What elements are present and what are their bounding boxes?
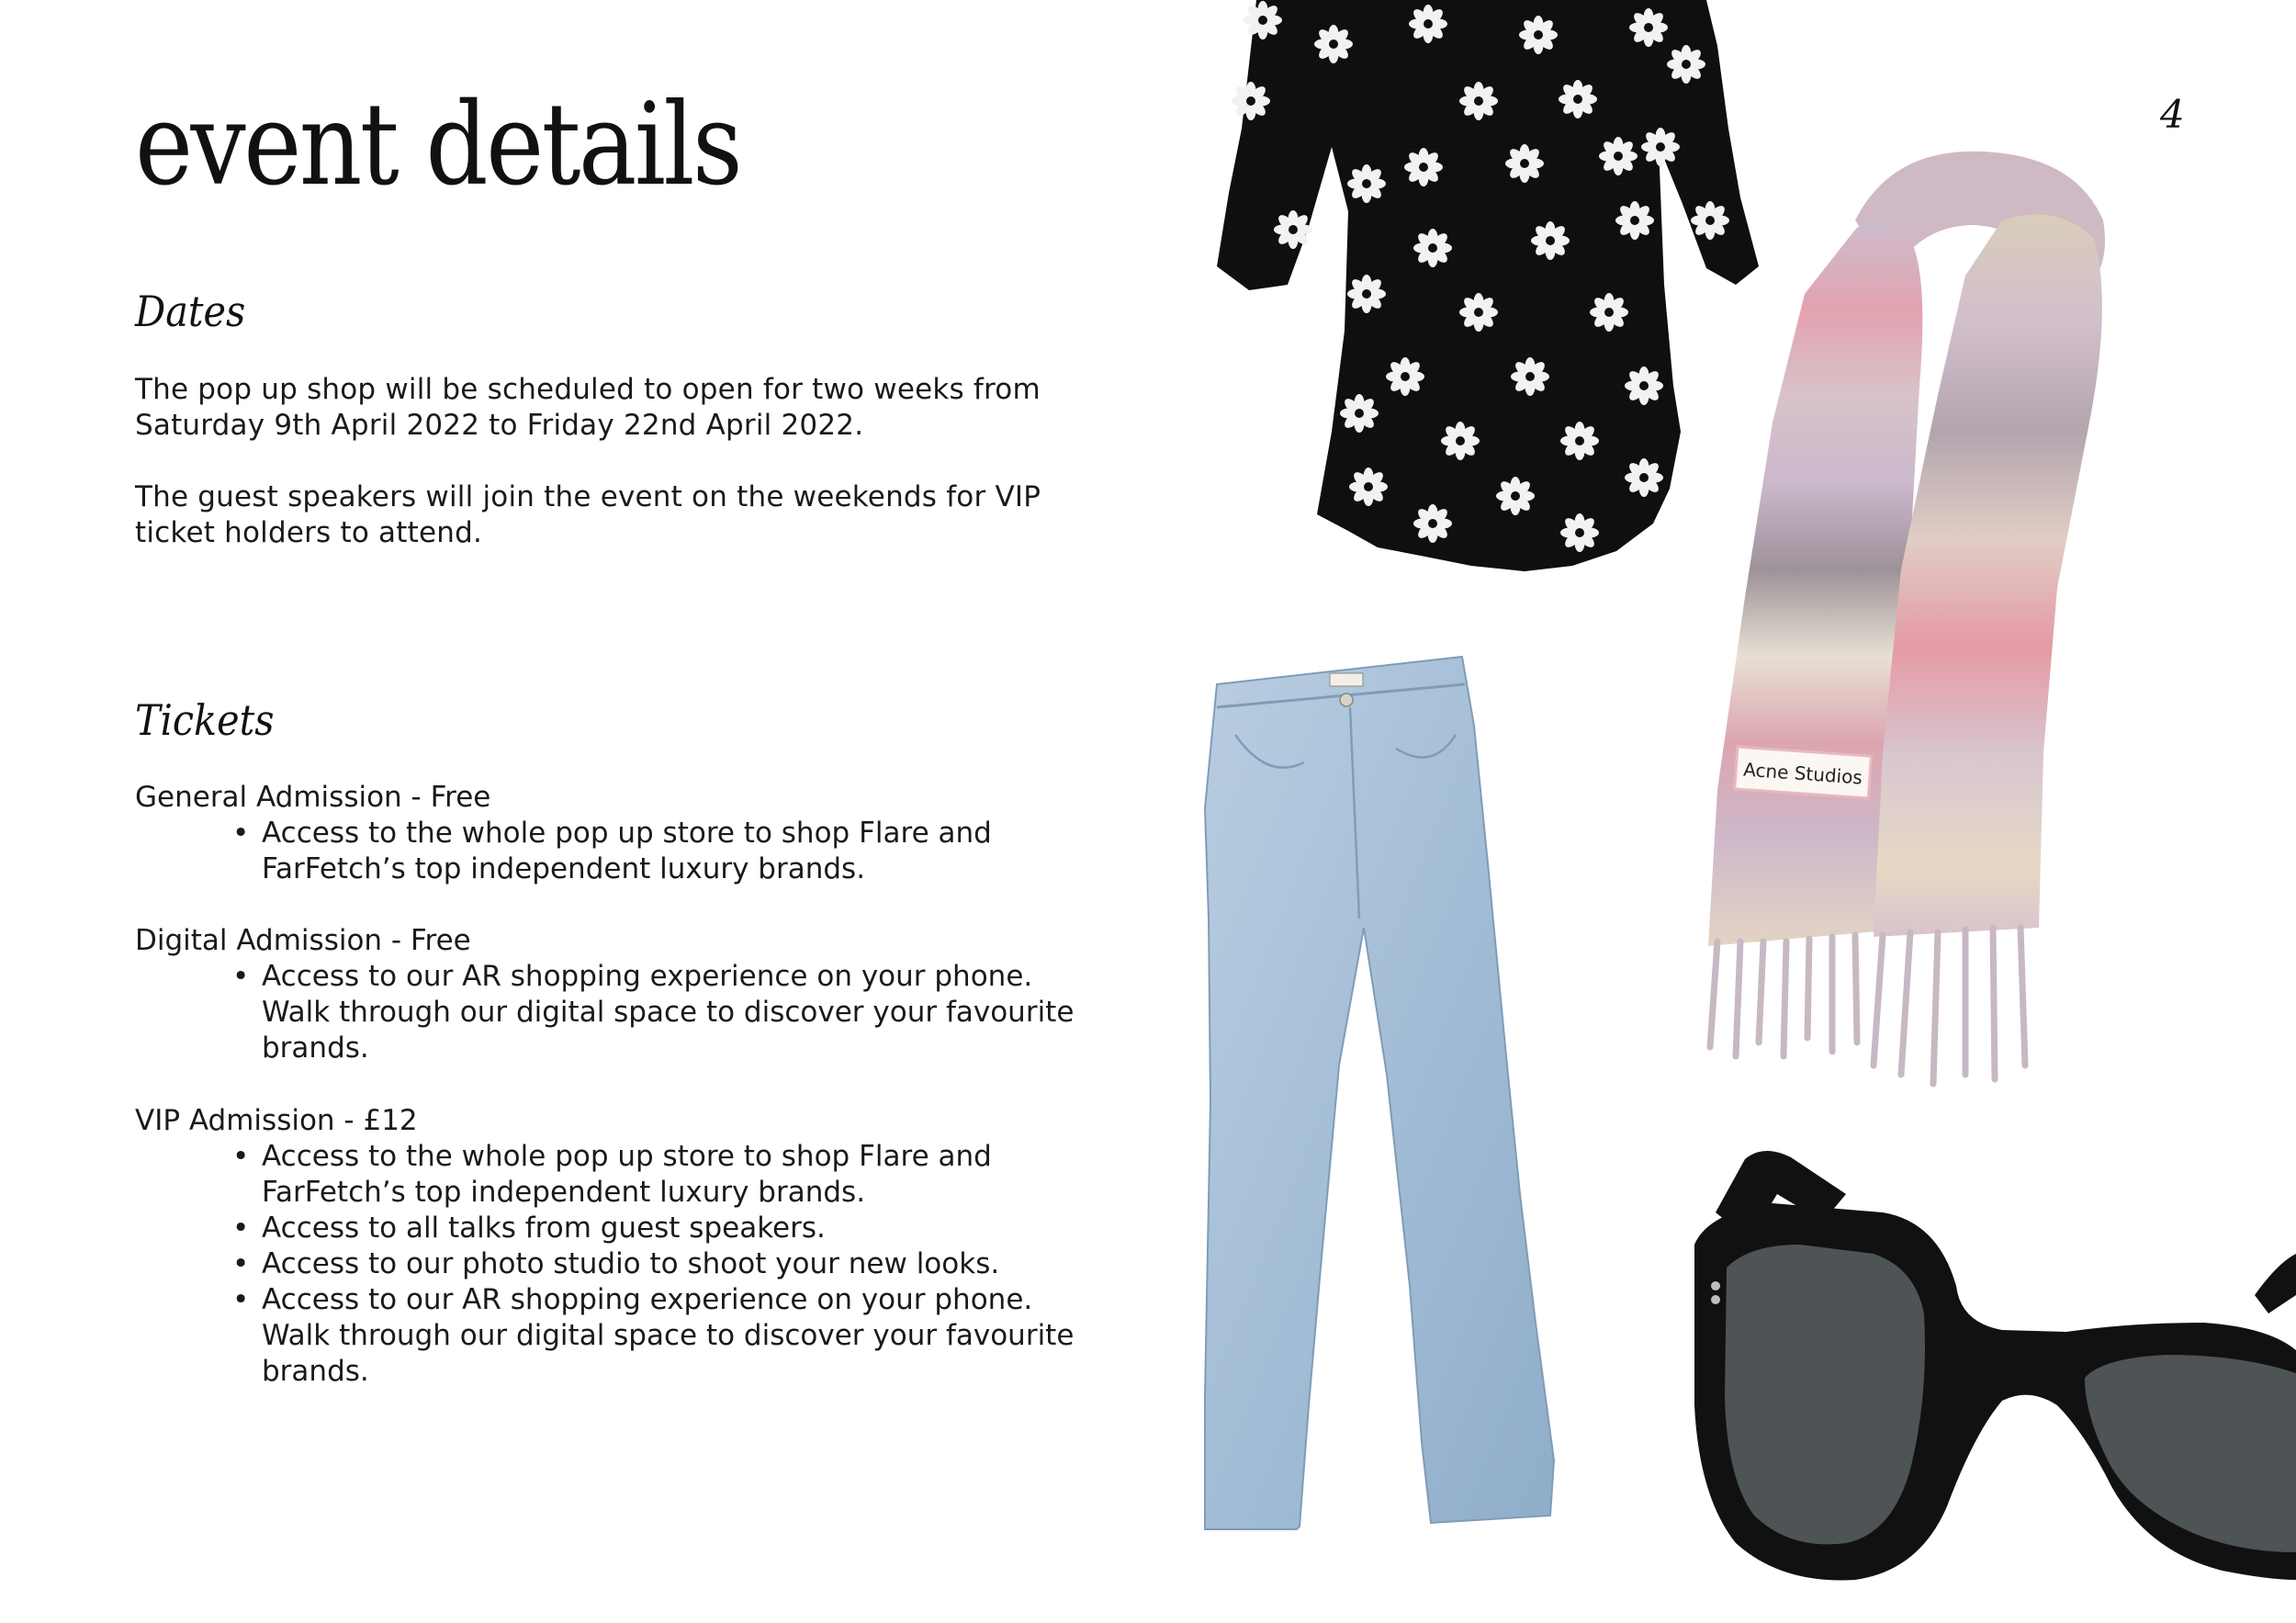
scarf-label: [1735, 747, 1872, 798]
dates-heading: Dates: [135, 287, 246, 336]
benefit-item: • Access to our photo studio to shoot your new looks.: [262, 1246, 1090, 1282]
jeans-image: [1194, 643, 1580, 1543]
tickets-heading: Tickets: [135, 695, 275, 745]
benefit-item: • Access to our AR shopping experience on your phone. Walk through our digital space to discover your favourite brands.: [262, 959, 1090, 1066]
ticket-tier-digital: [135, 923, 1090, 1066]
scarf-label-text: Acne Studios: [1742, 758, 1863, 789]
ticket-tier-vip: [135, 1103, 1090, 1390]
benefit-list: [135, 816, 1090, 887]
page-title: event details: [135, 79, 741, 211]
dates-paragraph-schedule: The pop up shop will be scheduled to open for two weeks from Saturday 9th April 2022 to Friday 22nd April 2022.: [135, 373, 1041, 442]
ticket-tier-title: General Admission - Free: [135, 781, 491, 814]
sunglasses-image: [1681, 1144, 2296, 1594]
dates-paragraph-speakers: The guest speakers will join the event on the weekends for VIP ticket holders to attend.: [135, 480, 1041, 549]
benefit-item: • Access to all talks from guest speakers.: [262, 1211, 1090, 1246]
ticket-tier-title: VIP Admission - £12: [135, 1104, 418, 1137]
ticket-tier-general: [135, 780, 1090, 887]
benefit-list: [135, 959, 1090, 1066]
benefit-item: • Access to the whole pop up store to shop Flare and FarFetch’s top independent luxury brands.: [262, 816, 1090, 887]
page-number: 4: [2160, 92, 2185, 137]
benefit-item: • Access to our AR shopping experience on your phone. Walk through our digital space to discover your favourite brands.: [262, 1282, 1090, 1390]
benefit-item: • Access to the whole pop up store to shop Flare and FarFetch’s top independent luxury brands.: [262, 1139, 1090, 1211]
acne-studios-scarf-image: [1690, 138, 2140, 1093]
ticket-tier-title: Digital Admission - Free: [135, 924, 471, 957]
benefit-list: [135, 1139, 1090, 1390]
